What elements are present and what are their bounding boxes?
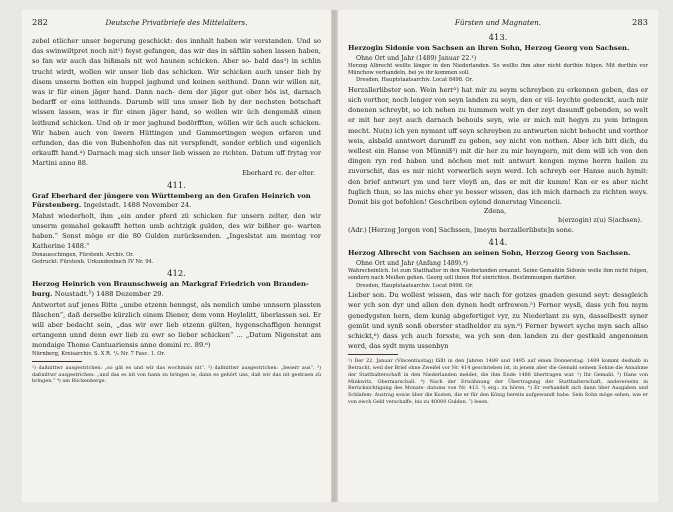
document-body: Lieber son. Du wollest wissen, das wir nach for gotzes gnaden gesund seyt: dessgleich wer ych son dyr und allen den dynen hedt erfrewen.⁵) Ferner wysß, dass ych fou mym genedygsten hern, dem kunig abgefertiget vyr, zu Niederlant zu syn, dasselbestt syner gemüt und synß sonß oberster stadhelder zu syn.⁶) Ferner bywert syche myn sach allso schickt,⁶) dass ych auch forsste, wa ych son den landen zu der gestkald angenomen werd, das sydt mym ussenbyn: [348, 291, 648, 351]
document-summary: Herzog Albrecht weilte länger in den Niederlanden. So wollte ihm aber nicht dorthin folgen. Mit dorthin vor Münchow verhandeln, bei ye ihr kommen soll.: [348, 62, 648, 76]
signature: Eberhard rc. der elter.: [242, 168, 315, 177]
book-gutter: [331, 10, 338, 502]
printed-reference: Gedruckt: Fürstenb. Urkundenbuch IV Nr. 94.: [32, 259, 154, 266]
left-page-header: [22, 15, 331, 29]
document-date: Ohne Ort und Jahr (1489) Januar 22.¹): [356, 54, 477, 62]
document-place-date: Ingelstadt. 1488 November 24.: [83, 201, 192, 210]
document-place-date: Neustadt.⁵) 1488 Dezember 29.: [54, 290, 164, 299]
document-body: Mahnt wiederholt, ihm „ein ander pferd zü schicken fur unsern zelter, den wir unserm gemahel gekaufft hetten umb achtzigk gulden, des wir bißher ge- warten haben.“ Sonst möge er die 80 Gulden zurücksenden. „Ingeslstat am mentag vor Katherine 1488.“: [32, 211, 321, 251]
running-head: Deutsche Privatbriefe des Mittelalters.: [105, 18, 248, 27]
running-head: Fürsten und Magnaten.: [454, 18, 542, 27]
archive-reference: Dresden, Hauptstaatsarchiv. Locat 8498. Or.: [356, 282, 474, 289]
footnotes: ¹) daßnittwr ausgestrichen: „so gät es und wir das wochmals nit“. ²) daßnittwr ausgestrichen: „beserr aus“. ³) daßnittwr ausgestrichen: „und das es nit von hann zu bringen ie, dann es gehört uns, daß wir das nit gestraen zü bringen.“ ⁴) am Rückenberge.: [32, 365, 321, 385]
document-number: 411.: [167, 179, 186, 190]
footnote-divider: [32, 361, 82, 362]
document-number: 414.: [488, 237, 508, 248]
signature-name: Zdena,: [483, 207, 507, 216]
document-body: Herzallerlibster son. Wein herr²) hat mir zu seym schreyben zu erkennen geben, das er sich vorthor, noch lenger von seyn landen zu seyn, den er vil- leychte gedenckt, auch mir donenen schreybt, so ich nehen zu hummen welt yn der zeyt dasumff gebenden, so welt er mit her zeyt auch darnach behouls seyn, wie er mich mit hegyn zu yem bringen mecht. Nu(n) ich yen nymant uff seyn schreyben zu antwurten nicht behocht und vorthor weis, alsbald anntwort darumff zu geben, sey nicht von nothen. Aber ich bitt dich, du wellest ein Hanse von Münniß³) mit dir her zu mir heyngern, mit dem will ich von den dingen ryn red haben und nöchen met mit antwurt kengen myme herrn hailen zu zuvorschit, das es mir nicht vorwerlich seyn werd. Ich schreyb eer Hanse auch hymit: den brief antwurt ym und terr vleyß an, das er mit dir kumm! Kan er es aber nicht fuglich thun, so las michs eher ye besser wissen, das ich mich darnach zu richten weys. Domit bis got befohlen! Geschriben eylend donerstag Vincencii.: [348, 85, 648, 207]
document-body: Antwortet auf jenes Bitte „umbe etzenn henngst, als nemlich umbe unnsern plassten fläschen“, daß derselbe kürzlich einem Diener, dem vonn Heylelitt, überlassen sei. Er will aber bedacht sein, „das wir ewr lieb etzenn gülten, hygenschaffigen henngst ertangenn unnd denn ewr lieb zu ewr so lieber schicken“ ... „Datum Nigenstat am mondaige Thome Cantuariensis anno domini rc. 89.⁶): [32, 300, 321, 350]
document-number: 413.: [488, 32, 508, 42]
document-heading: Herzog Heinrich von Braunschweig an Markgraf Friedrich von Branden- burg. Neustadt.⁵) 1488 Dezember 29.: [32, 280, 309, 299]
page-number: 282: [32, 17, 48, 27]
left-page: [22, 10, 331, 502]
footnote-divider: [348, 354, 398, 355]
left-column: [32, 36, 321, 385]
page-number: 283: [632, 17, 648, 27]
letter-continuation: zebel etlicher unser begerung geschickt: des innhalt haben wir verstanden. Und so das swinwiltpret noch nit¹) feyst gefangen, das wir das in säftlin sahen lassen haben, so fan wir auch das bißmals nit wol haunen schicken. Aber so- bald das³) in schlin trucht wirdt, wollen wir unser lieb das schicken. Wir schicken auch unser lieb by disem unserm botten ein huppel jaghund und keinen seithund. Dann wir willen nit, was ir für einen jäger hand. Dann nach- dem der jäger gut ober bös ist, darnach bedarff er eins leithunds. Darumb will uns unser lieb by der nechsten botschaft wissen lassen, was ir für einen jäger hand, so wollen wir üch dengemäß einen leithund schicken. Und ob ir mer jaghund bedörfften, wöllen wir üch auch schicken. Wir haben auch von üwern Hüttingen und Gammertingen wegen erfaren und erfunden, das die von Bubenhofen das nit verspfendt, sonder erblich und eigenlich erkaufft hand.⁴) Darnach mag sich unser lieb wissen ze richten. Datum uff frytag vor Martini anno 88.: [32, 37, 321, 168]
right-column: [348, 30, 648, 405]
right-page-header: [338, 15, 658, 29]
document-summary: Wahrscheinlich. Ist zum Statthalter in den Niederlanden ernannt. Seine Gemahlin Sidonie wolle ihm nicht folgen, sondern nach Meißen gehen. Georg soll ihnen Hof einrichten. Bestimmungen darüber.: [348, 268, 648, 282]
address: (Adr.) [Herzog Jorgen von] Sachssen, [meym herzallerlibste]n sone.: [348, 226, 574, 235]
document-number: 412.: [167, 268, 186, 279]
footnotes: ¹) Der 22. Januar (Vincentiustag) fällt in den Jahren 1489 und 1495 auf einen Donnerstag. 1489 kommt deshalb in Betracht, weil der Brief ohne Zweifel vor Nr. 414 geschrieben ist, in jenem aber die Gemahl seinem Sohne die Annahme der Statthalterschaft in den Niederlanden meldet, die ihm Ende 1488 übertragen war. ²) Ihr Gemahl. ³) Hans von Minkwitz, Obermarschall. ⁴) Nach der Erwähnung der Übertragung der Statthalterschaft, andererseits in Berücksichtigung des Monats- datums von Nr. 413. ⁵) erg.: zu hören. ⁶) Er verhandelt sich dann über Ausgaben und Schlafem- Austrag sowie über die Kosten, die er für den König bereits aufgewandt habe. Sein Sohn möge sehen, wie er von ewch Geld verschaffe, bis zu 40000 Gulden. ⁷) lesen.: [348, 358, 648, 405]
archive-reference: Dresden, Hauptstaatsarchiv. Locat 8498. Or.: [356, 77, 474, 84]
document-heading: Herzogin Sidonie von Sachsen an ihren Sohn, Herzog Georg von Sachsen.: [348, 44, 630, 52]
archive-reference: Nürnberg, Kreisarchiv. S. X R. ¹/₂ Nr. 7 Fasc. 1. Or.: [32, 350, 166, 357]
archive-reference: Donaueschingen, Fürstenb. Archiv. Or.: [32, 251, 134, 258]
signature-title: h(erzogin) z(u) S(achsen).: [557, 216, 642, 225]
document-heading: Graf Eberhard der jüngere von Württemberg an den Grafen Heinrich von Fürstenberg. Ingelstadt. 1488 November 24.: [32, 191, 311, 210]
document-heading: Herzog Albrecht von Sachsen an seinen Sohn, Herzog Georg von Sachsen.: [348, 249, 631, 258]
document-date: Ohne Ort und Jahr (Anfang 1489).⁴): [356, 260, 468, 268]
right-page: [338, 10, 658, 502]
